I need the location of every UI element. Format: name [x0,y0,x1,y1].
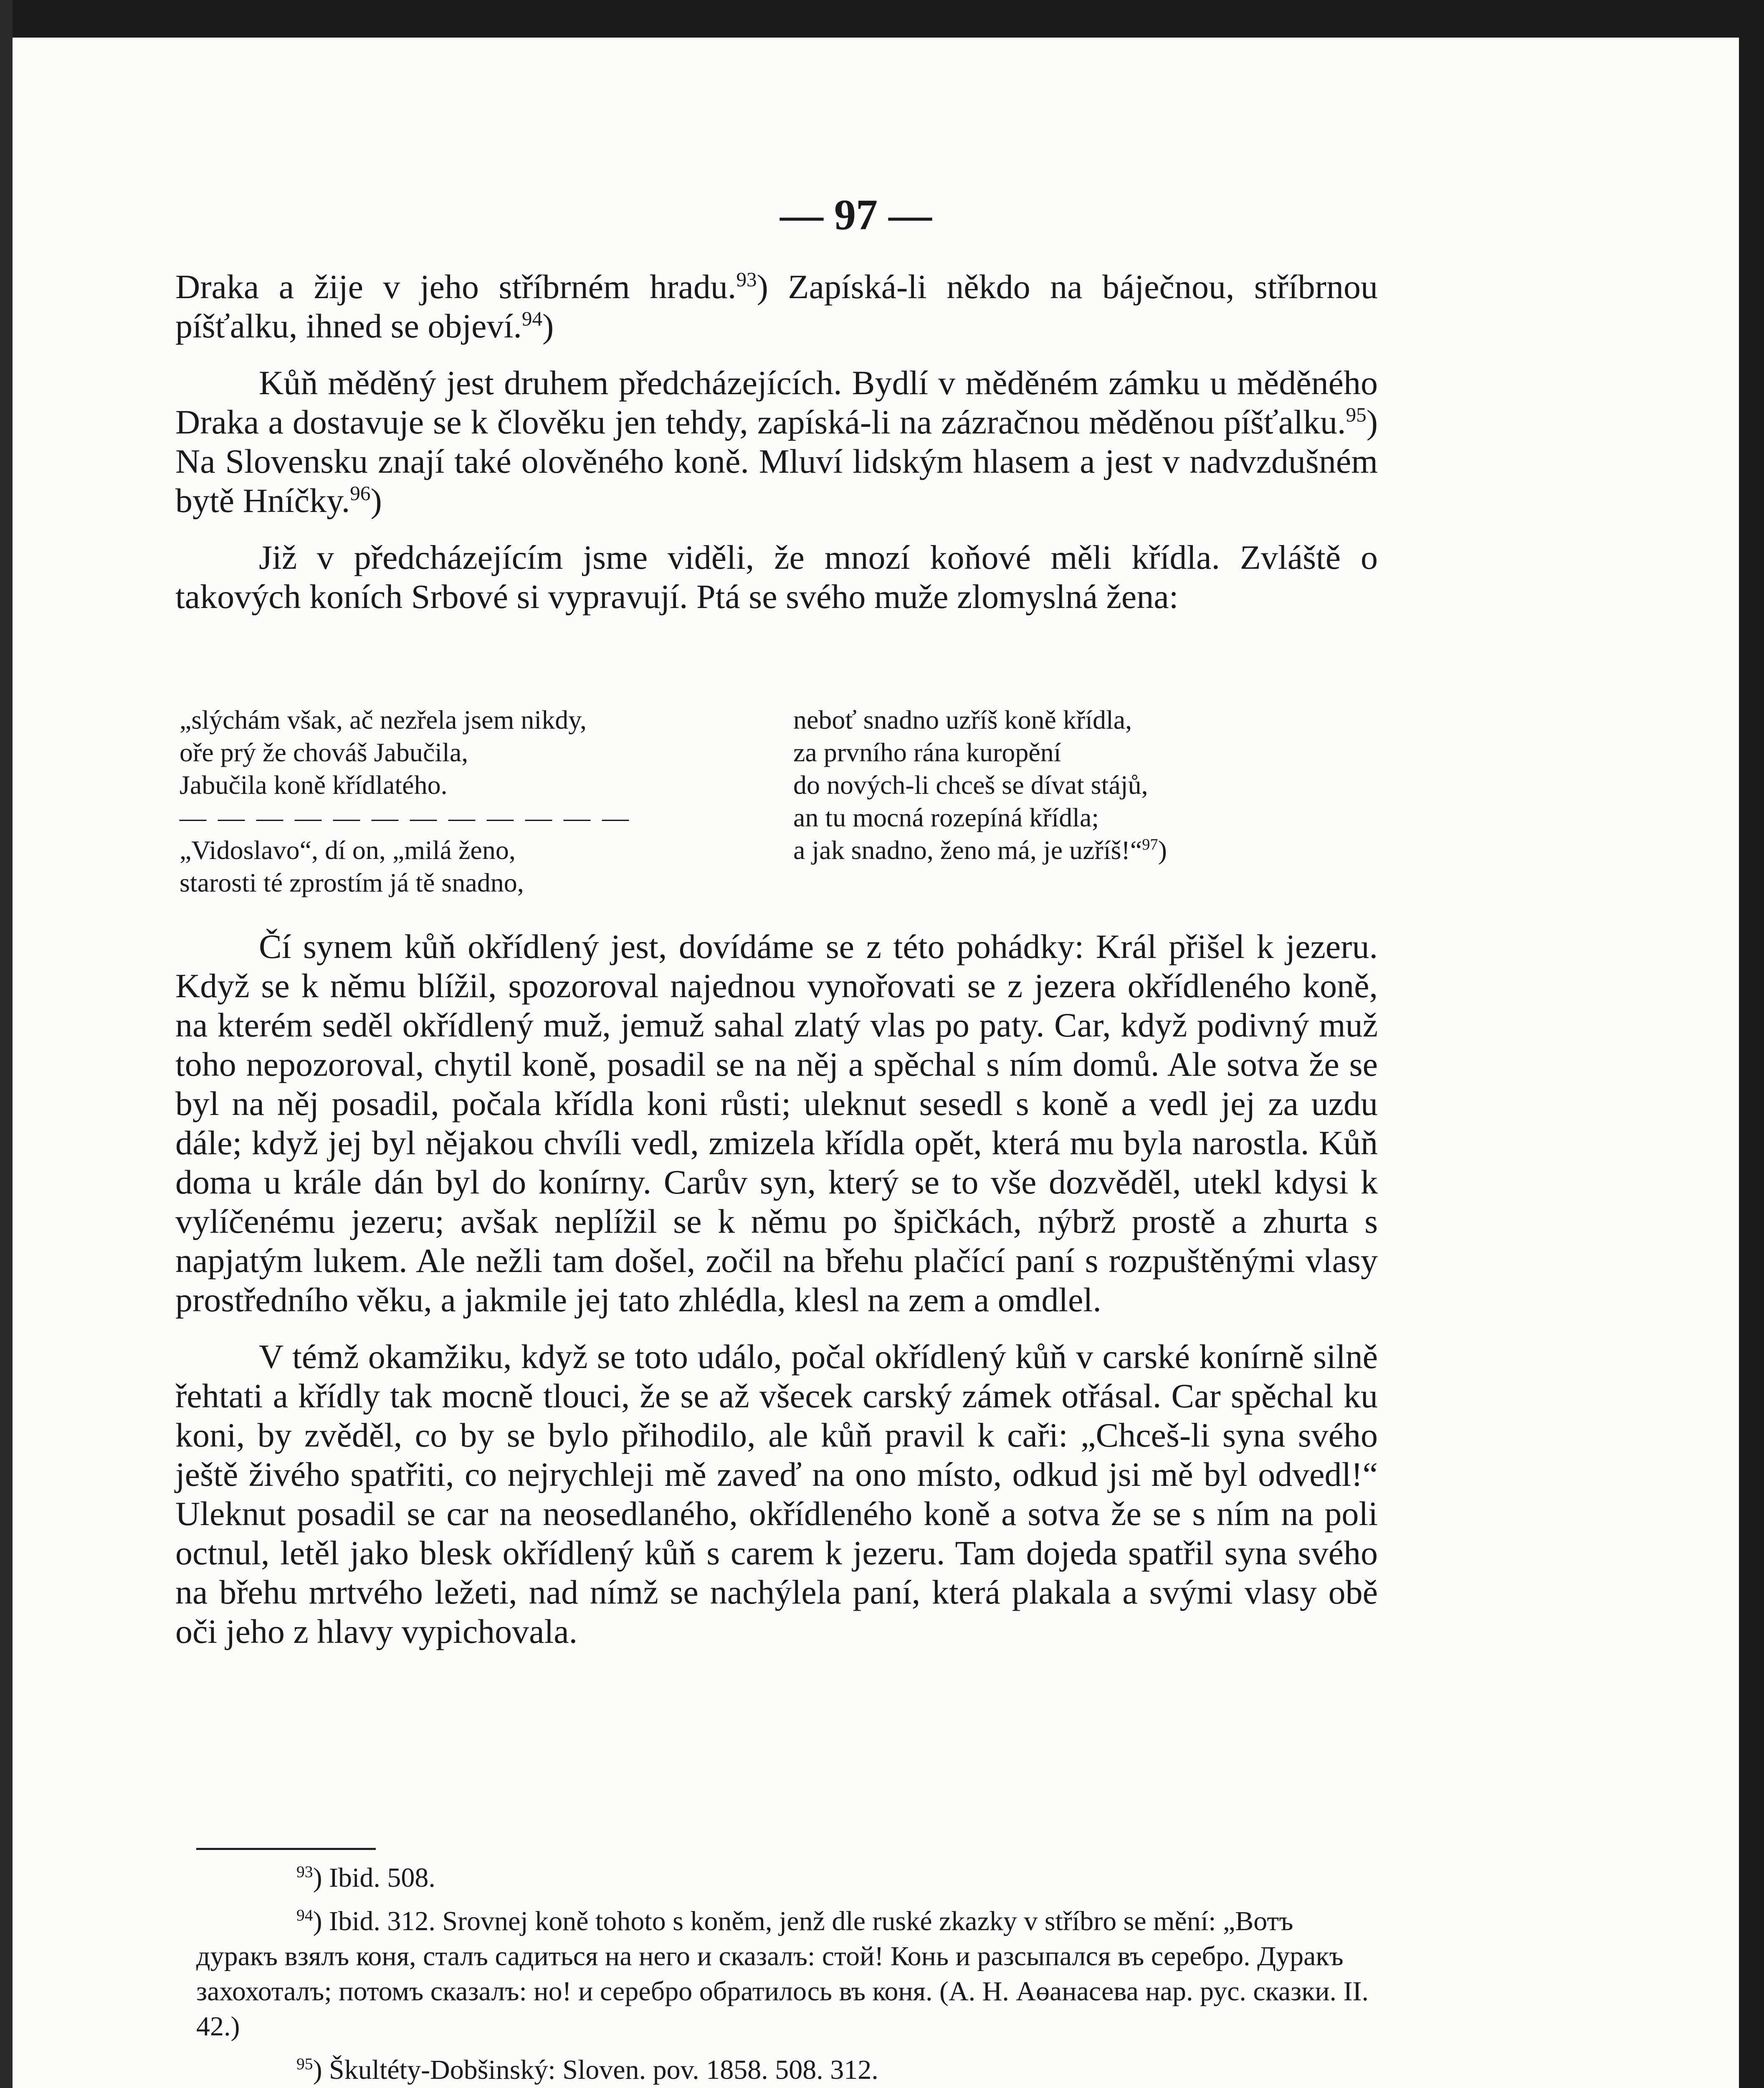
poem-ellipsis-dashes: — — — — — — — — — — — — [180,803,631,832]
poem-right-column [793,704,1378,899]
poem-line: starosti té zprostím já tě snadno, [180,868,524,897]
paragraph-2-part-2: ) Na Slovensku znají také olověného koně. Mluví lidským hlasem a jest v nadvzdušném bytě Hníčky. [175,403,1378,519]
footnote-94 [196,1904,1378,2044]
scan-border-right [1739,0,1764,2088]
footnotes [196,1860,1378,2088]
paragraph-2 [175,363,1378,520]
poem-block [180,704,1378,899]
footnote-number: 95 [296,2055,313,2073]
paragraph-1-part-3: ) [542,307,554,345]
poem-line: an tu mocná rozepíná křídla; [793,803,1099,832]
paragraph-1-part-2: ) Zapíská-li někdo na báječnou, stříbrnou píšťalku, ihned se objeví. [175,268,1378,345]
footnote-95 [196,2053,1378,2088]
poem-line [793,834,1378,867]
footnote-separator [196,1848,376,1850]
paragraph-1 [175,267,1378,346]
poem-line: neboť snadno uzříš koně křídla, [793,705,1132,735]
poem-line: „Vidoslavo“, dí on, „milá ženo, [180,835,516,865]
footnote-ref-95: 95 [1346,403,1367,426]
scan-border-left [0,0,13,2088]
footnote-93 [196,1860,1378,1895]
paragraph-5: V témž okamžiku, když se toto událo, počal okřídlený kůň v carské konírně silně řehtati a křídly tak mocně tlouci, že se až všecek carský zámek otřásal. Car spěchal ku koni, by zvěděl, co by se bylo přihodilo, ale kůň pravil k caři: „Chceš-li syna svého ještě živého spatřiti, co nejrychleji mě zaveď na ono místo, odkud jsi mě byl odvedl!“ Uleknut posadil se car na neosedlaného, okřídleného koně a sotva že se s ním na poli octnul, letěl jako blesk okřídlený kůň s carem k jezeru. Tam dojeda spatřil syna svého na břehu mrtvého ležeti, nad nímž se nachýlela paní, která plakala a svými vlasy obě oči jeho z hlavy vypichovala. [175,1338,1378,1650]
poem-line: oře prý že chováš Jabučila, [180,737,468,767]
footnote-number: 94 [296,1906,313,1924]
poem-line: Jabučila koně křídlatého. [180,770,448,800]
paragraph-4: Čí synem kůň okřídlený jest, dovídáme se z této pohádky: Král přišel k jezeru. Když se k němu blížil, spozoroval najednou vynořovati se z jezera okřídleného koně, na kterém seděl okřídlený muž, jemuž sahal zlatý vlas po paty. Car, když podivný muž toho nepozoroval, chytil koně, posadil se na něj a spěchal s ním domů. Ale sotva že se byl na něj posadil, počala křídla koni růsti; uleknut sesedl s koně a vedl jej za uzdu dále; když jej byl nějakou chvíli vedl, zmizela křídla opět, která mu byla narostla. Kůň doma u krále dán byl do konírny. Carův syn, který se to vše dozvěděl, utekl kdysi k vylíčenému jezeru; avšak neplížil se k němu po špičkách, nýbrž prostě a zhurta s napjatým lukem. Ale nežli tam došel, zočil na břehu plačící paní s rozpuštěnými vlasy prostředního věku, a jakmile jej tato zhlédla, klesl na zem a omdlel. [175,927,1378,1319]
poem-left-column [180,704,764,899]
footnote-text: ) Ibid. 312. Srovnej koně tohoto s koněm, jenž dle ruské zkazky v stříbro se mění: „Вотъ дуракъ взялъ коня, сталъ садиться на него и сказалъ: стой! Конь и разсыпался въ серебро. Дуракъ захохоталъ; потомъ сказалъ: но! и серебро обратилось въ коня. (А. Н. Аөанасева нар. рус. сказки. II. 42.) [196,1906,1369,2042]
poem-last-line-end: ) [1158,835,1167,865]
poem-line: „slýchám však, ač nezřela jsem nikdy, [180,705,587,735]
footnote-text: ) Ibid. 508. [313,1862,435,1893]
poem-last-line-text: a jak snadno, ženo má, je uzříš!“ [793,835,1142,865]
page-number: — 97 — [780,191,932,239]
main-text-top [175,267,1378,616]
footnote-ref-96: 96 [350,481,371,505]
footnote-ref-93: 93 [736,268,757,291]
footnote-text: ) Škultéty-Dobšinský: Sloven. pov. 1858. 508. 312. [313,2055,878,2085]
footnote-ref-94: 94 [521,307,543,330]
paragraph-3: Již v předcházejícím jsme viděli, že mnozí koňové měli křídla. Zvláště o takových koních Srbové si vypravují. Ptá se svého muže zlomyslná žena: [175,538,1378,616]
paragraph-2-part-3: ) [370,481,382,519]
main-text-bottom [175,927,1378,1651]
footnote-number: 93 [296,1862,313,1881]
poem-line: za prvního rána kuropění [793,737,1061,767]
scan-border-top [0,0,1764,38]
poem-line: do nových-li chceš se dívat stájů, [793,770,1148,800]
paragraph-1-part-1: Draka a žije v jeho stříbrném hradu. [175,268,736,306]
footnote-ref-97: 97 [1142,836,1158,854]
paragraph-2-part-1: Kůň měděný jest druhem předcházejících. Bydlí v měděném zámku u měděného Draka a dostavuje se k člověku jen tehdy, zapíská-li na zázračnou měděnou píšťalku. [175,364,1378,441]
